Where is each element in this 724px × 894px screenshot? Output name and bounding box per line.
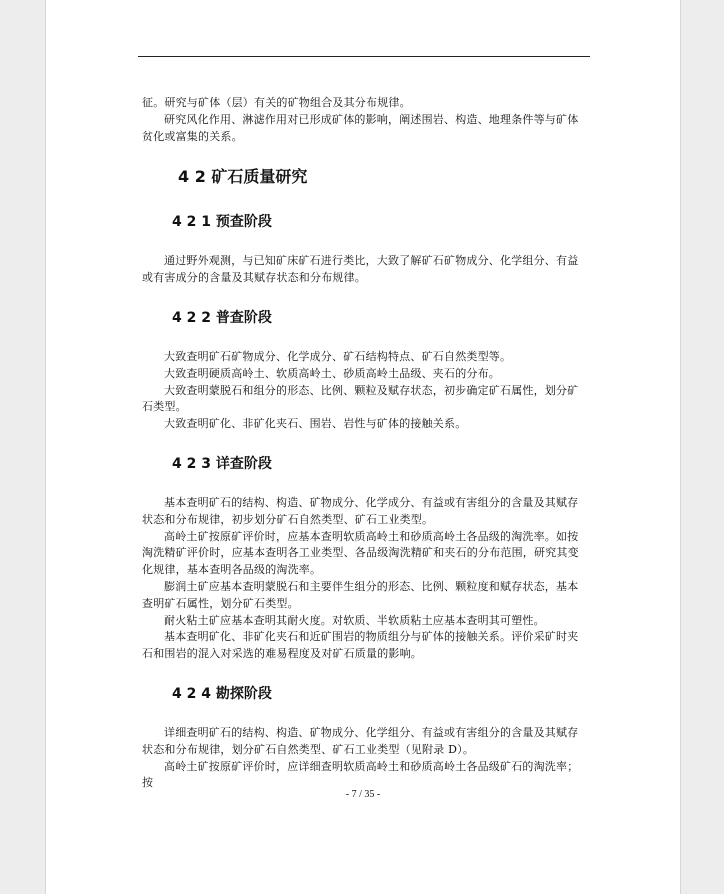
paragraph: 基本查明矿石的结构、构造、矿物成分、化学成分、有益或有害组分的含量及其赋存状态和分布规律，初步划分矿石自然类型、矿石工业类型。 — [142, 495, 579, 526]
paragraph: 详细查明矿石的结构、构造、矿物成分、化学组分、有益或有害组分的含量及其赋存状态和分布规律，划分矿石自然类型、矿石工业类型（见附录 D）。 — [142, 725, 579, 756]
paragraph: 膨润土矿应基本查明蒙脱石和主要伴生组分的形态、比例、颗粒度和赋存状态，基本查明矿石属性，划分矿石类型。 — [142, 579, 579, 610]
section-heading-4-2-4: 4 2 4 勘探阶段 — [172, 685, 272, 702]
section-body-4-2-3 — [142, 495, 586, 663]
paragraph: 高岭土矿按原矿评价时，应详细查明软质高岭土和砂质高岭土各品级矿石的淘洗率；按 — [142, 759, 579, 790]
section-heading-4-2-2: 4 2 2 普查阶段 — [172, 309, 272, 326]
page-number: - 7 / 35 - — [345, 789, 381, 800]
paragraph: 通过野外观测，与已知矿床矿石进行类比，大致了解矿石矿物成分、化学组分、有益或有害成分的含量及其赋存状态和分布规律。 — [142, 254, 579, 285]
section-heading-4-2-1: 4 2 1 预查阶段 — [172, 214, 272, 231]
section-heading-4-2: 4 2 矿石质量研究 — [178, 167, 308, 187]
paragraph: 大致查明硬质高岭土、软质高岭土、砂质高岭土品级、夹石的分布。 — [164, 366, 500, 380]
page-content — [142, 95, 586, 792]
document-page — [45, 0, 681, 894]
paragraph: 征。研究与矿体（层）有关的矿物组合及其分布规律。 — [142, 96, 411, 109]
paragraph: 大致查明矿石矿物成分、化学成分、矿石结构特点、矿石自然类型等。 — [164, 349, 512, 363]
paragraph: 大致查明蒙脱石和组分的形态、比例、颗粒及赋存状态，初步确定矿石属性，划分矿石类型。 — [142, 383, 579, 414]
section-body-4-2-1 — [142, 253, 586, 287]
paragraph: 耐火粘土矿应基本查明其耐火度。对软质、半软质粘土应基本查明其可塑性。 — [164, 613, 545, 627]
section-body-4-2-2 — [142, 349, 586, 433]
paragraph: 基本查明矿化、非矿化夹石和近矿围岩的物质组分与矿体的接触关系。评价采矿时夹石和围岩的混入对采选的难易程度及对矿石质量的影响。 — [142, 630, 579, 661]
paragraph: 大致查明矿化、非矿化夹石、围岩、岩性与矿体的接触关系。 — [164, 417, 467, 431]
header-rule — [138, 56, 590, 57]
section-heading-4-2-3: 4 2 3 详查阶段 — [172, 455, 272, 472]
section-body-4-2-4 — [142, 725, 586, 792]
paragraph: 高岭土矿按原矿评价时，应基本查明软质高岭土和砂质高岭土各品级的淘洗率。如按淘洗精矿评价时，应基本查明各工业类型、各品级淘洗精矿和夹石的分布范围，研究其变化规律，基本查明各品级的淘洗率。 — [142, 529, 579, 577]
paragraph: 研究风化作用、淋滤作用对已形成矿体的影响，阐述围岩、构造、地理条件等与矿体贫化或富集的关系。 — [142, 112, 579, 143]
